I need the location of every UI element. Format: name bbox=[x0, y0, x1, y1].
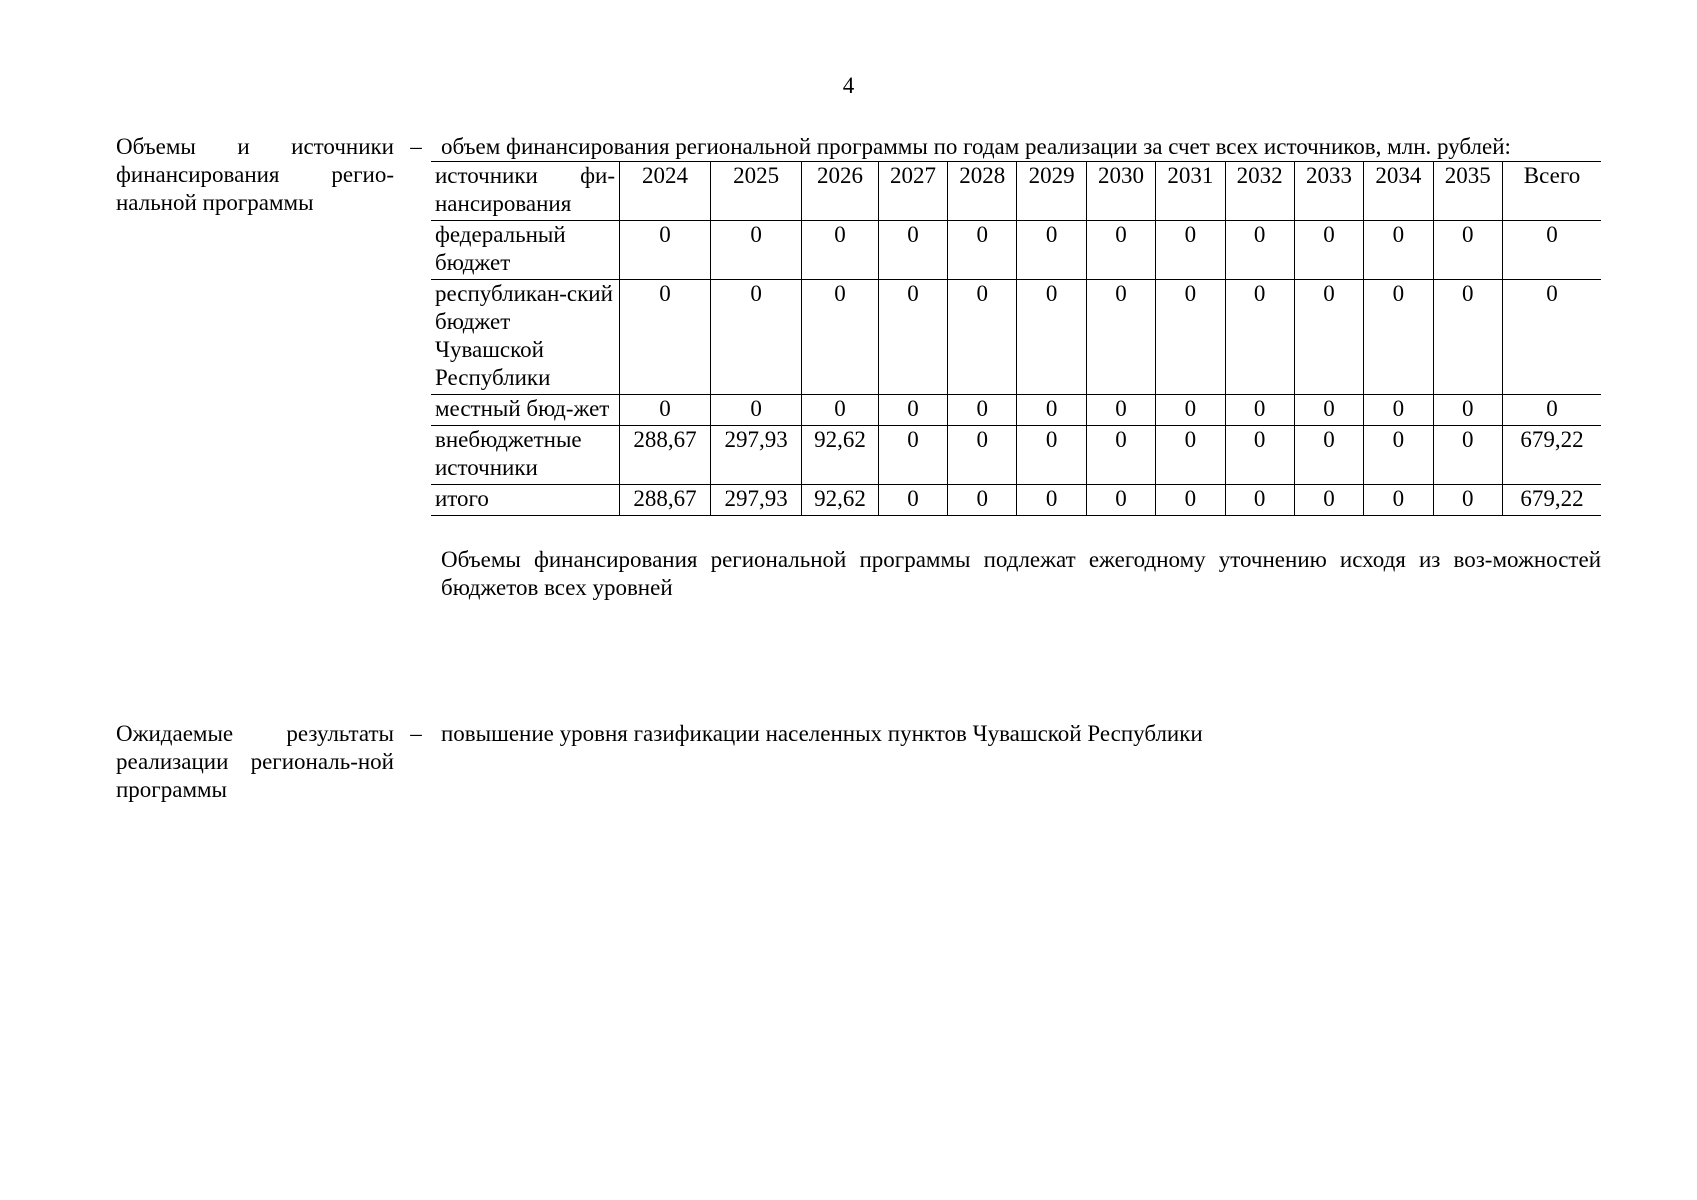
header-cell: Всего bbox=[1503, 162, 1602, 221]
table-cell: 0 bbox=[948, 280, 1017, 395]
header-cell: 2026 bbox=[802, 162, 879, 221]
table-cell: 0 bbox=[1017, 485, 1086, 516]
table-row bbox=[431, 485, 1601, 516]
table-cell: 0 bbox=[1225, 426, 1294, 485]
row-source-cell: итого bbox=[431, 485, 620, 516]
table-cell: 0 bbox=[1364, 280, 1433, 395]
row-source-cell: местный бюд-жет bbox=[431, 395, 620, 426]
table-cell: 0 bbox=[1433, 221, 1502, 280]
financing-note: Объемы финансирования региональной программы подлежат ежегодному уточнению исходя из воз-можностей бюджетов всех уровней bbox=[441, 547, 1601, 600]
table-cell: 0 bbox=[1433, 485, 1502, 516]
table-cell: 0 bbox=[1364, 485, 1433, 516]
row-source-cell: внебюджетные источники bbox=[431, 426, 620, 485]
table-cell: 0 bbox=[1364, 426, 1433, 485]
table-cell: 92,62 bbox=[802, 426, 879, 485]
table-cell: 0 bbox=[1156, 221, 1225, 280]
header-cell: 2035 bbox=[1433, 162, 1502, 221]
table-cell: 0 bbox=[1294, 221, 1363, 280]
financing-content bbox=[435, 133, 1601, 602]
results-text: повышение уровня газификации населенных пунктов Чувашской Республики bbox=[441, 721, 1203, 746]
table-cell: 0 bbox=[878, 426, 947, 485]
table-cell: 0 bbox=[1225, 221, 1294, 280]
table-cell: 0 bbox=[711, 395, 802, 426]
table-row bbox=[431, 395, 1601, 426]
financing-table bbox=[431, 161, 1601, 516]
header-cell: 2029 bbox=[1017, 162, 1086, 221]
table-cell: 0 bbox=[620, 395, 711, 426]
table-row bbox=[431, 221, 1601, 280]
results-label: Ожидаемые результаты реализации региональ-ной программы bbox=[116, 721, 394, 802]
table-cell: 0 bbox=[878, 280, 947, 395]
table-cell: 288,67 bbox=[620, 485, 711, 516]
table-cell: 679,22 bbox=[1503, 426, 1602, 485]
row-source-cell: федеральный бюджет bbox=[431, 221, 620, 280]
financing-intro: объем финансирования региональной программы по годам реализации за счет всех источников, млн. рублей: bbox=[441, 134, 1511, 159]
table-row bbox=[431, 280, 1601, 395]
header-cell: 2030 bbox=[1086, 162, 1155, 221]
results-content bbox=[441, 720, 1601, 748]
table-cell: 0 bbox=[1156, 426, 1225, 485]
table-cell: 0 bbox=[802, 221, 879, 280]
table-cell: 0 bbox=[1503, 221, 1602, 280]
table-cell: 0 bbox=[948, 426, 1017, 485]
table-cell: 0 bbox=[1225, 395, 1294, 426]
page-number: 4 bbox=[842, 73, 855, 98]
table-cell: 0 bbox=[1156, 280, 1225, 395]
table-cell: 0 bbox=[878, 395, 947, 426]
row-source-cell: республикан-ский бюджет Чувашской Республики bbox=[431, 280, 620, 395]
table-cell: 297,93 bbox=[711, 485, 802, 516]
table-cell: 0 bbox=[1294, 426, 1363, 485]
financing-dash: – bbox=[410, 134, 422, 159]
table-cell: 92,62 bbox=[802, 485, 879, 516]
header-cell: 2031 bbox=[1156, 162, 1225, 221]
table-cell: 0 bbox=[1017, 280, 1086, 395]
financing-label: Объемы и источники финансирования регио-нальной программы bbox=[116, 134, 394, 215]
table-cell: 0 bbox=[802, 395, 879, 426]
header-cell: 2027 bbox=[878, 162, 947, 221]
table-cell: 0 bbox=[1086, 280, 1155, 395]
header-cell: 2024 bbox=[620, 162, 711, 221]
table-cell: 0 bbox=[1364, 221, 1433, 280]
table-cell: 0 bbox=[1086, 395, 1155, 426]
table-cell: 679,22 bbox=[1503, 485, 1602, 516]
table-cell: 0 bbox=[948, 395, 1017, 426]
table-cell: 0 bbox=[878, 485, 947, 516]
table-cell: 0 bbox=[1364, 395, 1433, 426]
table-cell: 0 bbox=[802, 280, 879, 395]
table-cell: 0 bbox=[1017, 221, 1086, 280]
table-cell: 0 bbox=[1503, 280, 1602, 395]
table-cell: 0 bbox=[1294, 280, 1363, 395]
table-cell: 0 bbox=[1017, 426, 1086, 485]
table-cell: 0 bbox=[620, 221, 711, 280]
table-cell: 0 bbox=[878, 221, 947, 280]
results-dash: – bbox=[410, 721, 422, 746]
header-cell: 2025 bbox=[711, 162, 802, 221]
table-cell: 0 bbox=[620, 280, 711, 395]
table-cell: 0 bbox=[711, 280, 802, 395]
table-cell: 0 bbox=[1433, 280, 1502, 395]
table-cell: 0 bbox=[948, 221, 1017, 280]
header-cell: 2034 bbox=[1364, 162, 1433, 221]
table-cell: 0 bbox=[1294, 395, 1363, 426]
table-cell: 0 bbox=[1086, 221, 1155, 280]
header-cell: 2032 bbox=[1225, 162, 1294, 221]
header-cell: 2033 bbox=[1294, 162, 1363, 221]
table-cell: 297,93 bbox=[711, 426, 802, 485]
table-cell: 0 bbox=[711, 221, 802, 280]
table-cell: 0 bbox=[1433, 395, 1502, 426]
header-cell: источники фи-нансирования bbox=[431, 162, 620, 221]
table-cell: 0 bbox=[1433, 426, 1502, 485]
table-cell: 0 bbox=[1225, 280, 1294, 395]
table-cell: 0 bbox=[948, 485, 1017, 516]
table-cell: 0 bbox=[1086, 426, 1155, 485]
table-row bbox=[431, 426, 1601, 485]
table-cell: 288,67 bbox=[620, 426, 711, 485]
table-cell: 0 bbox=[1294, 485, 1363, 516]
table-cell: 0 bbox=[1503, 395, 1602, 426]
table-cell: 0 bbox=[1086, 485, 1155, 516]
table-cell: 0 bbox=[1156, 395, 1225, 426]
table-cell: 0 bbox=[1017, 395, 1086, 426]
table-header-row bbox=[431, 162, 1601, 221]
header-cell: 2028 bbox=[948, 162, 1017, 221]
table-cell: 0 bbox=[1225, 485, 1294, 516]
table-cell: 0 bbox=[1156, 485, 1225, 516]
